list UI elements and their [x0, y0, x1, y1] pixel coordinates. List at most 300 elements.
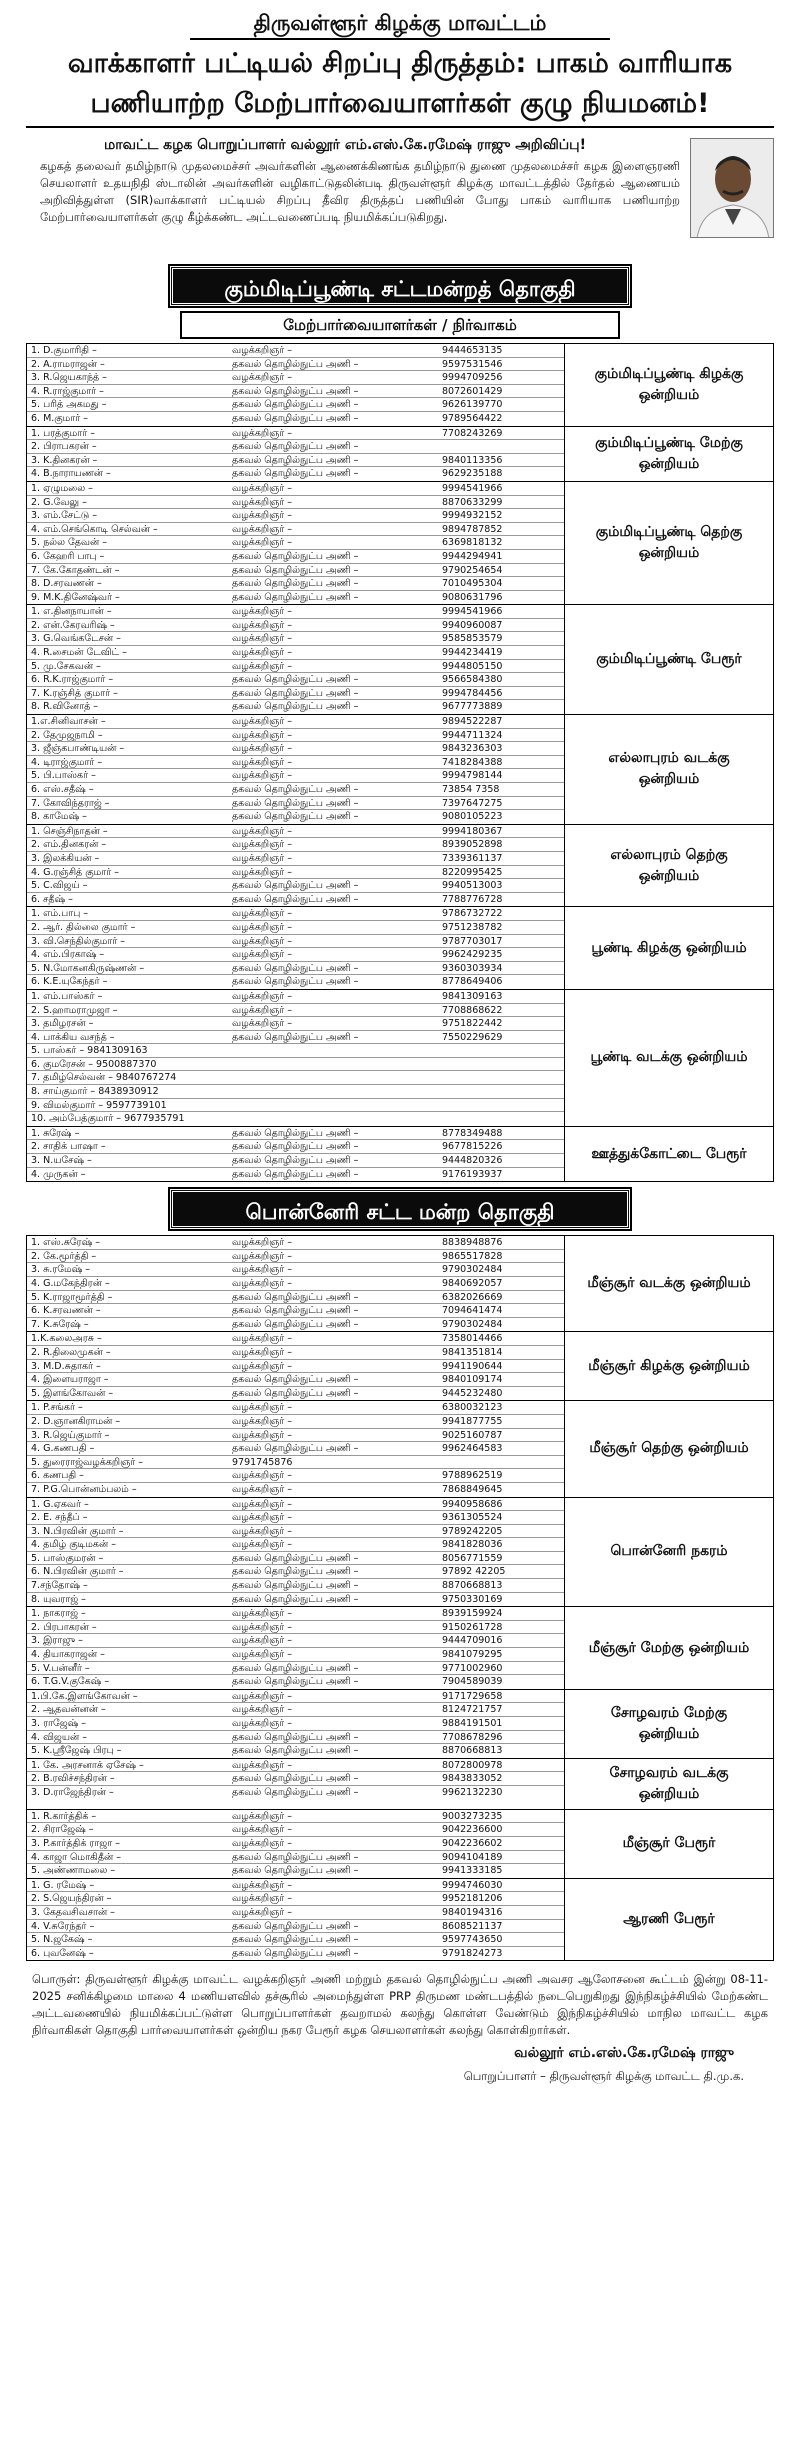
- member-row: [27, 810, 564, 824]
- member-phone: 97892 42205: [442, 1566, 506, 1578]
- member-phone: 8870633299: [442, 496, 503, 508]
- member-phone: 7418284388: [442, 756, 503, 768]
- member-role: வழக்கறிஞர் –: [232, 1635, 293, 1647]
- member-role: தகவல் தொழில்நுட்ப அணி –: [232, 358, 359, 370]
- member-list: [27, 1498, 565, 1607]
- member-row: [27, 1058, 564, 1072]
- member-phone: 9962132230: [442, 1786, 503, 1798]
- member-name: 2. E. சந்தீப் –: [31, 1512, 88, 1524]
- member-row: [27, 1346, 564, 1360]
- member-role: தகவல் தொழில்நுட்ப அணி –: [232, 399, 359, 411]
- member-name: 2. சிராஜேஷ் –: [31, 1824, 94, 1836]
- member-name: 2. கே.மூர்த்தி –: [31, 1250, 97, 1262]
- headline-rule: [26, 126, 774, 128]
- member-role: வழக்கறிஞர் –: [232, 1621, 293, 1633]
- area-group: [26, 1690, 774, 1759]
- member-name: 9. விமல்குமார் – 9597739101: [31, 1099, 167, 1111]
- member-name: 6. சதீஷ் –: [31, 893, 73, 905]
- member-phone: 9444820326: [442, 1155, 503, 1167]
- member-role: தகவல் தொழில்நுட்ப அணி –: [232, 1168, 359, 1180]
- member-name: 6. M.குமார் –: [31, 412, 89, 424]
- member-row: [27, 687, 564, 701]
- member-name: 2. தேமுஜநாமி –: [31, 729, 103, 741]
- member-name: 4. எம்.பிரகாஷ் –: [31, 949, 105, 961]
- member-phone: 8870668813: [442, 1580, 503, 1592]
- member-role: வழக்கறிஞர் –: [232, 633, 293, 645]
- member-role: [232, 1112, 442, 1126]
- member-phone: 9840113356: [442, 454, 503, 466]
- constituency-container: [26, 266, 774, 1961]
- member-row: [27, 700, 564, 714]
- member-role: வழக்கறிஞர் –: [232, 839, 293, 851]
- member-name: 4. B.நாராயணன் –: [31, 468, 111, 480]
- member-name: 8. யுவராஜ் –: [31, 1593, 86, 1605]
- member-row: [27, 1127, 564, 1141]
- member-name: 3. N.யசேஷ் –: [31, 1155, 92, 1167]
- member-phone: 9629235188: [442, 468, 503, 480]
- member-row: [27, 742, 564, 756]
- constituency-title: கும்மிடிப்பூண்டி சட்டமன்றத் தொகுதி: [170, 266, 630, 306]
- member-phone: 9787703017: [442, 935, 503, 947]
- member-name: 3. R.ஜெயகாந்த் –: [31, 372, 107, 384]
- member-phone: 9994798144: [442, 770, 503, 782]
- member-name: 2. D.ஞானகிராமன் –: [31, 1415, 121, 1427]
- member-row: [27, 1607, 564, 1621]
- member-row: [27, 1373, 564, 1387]
- member-name: 7. கே.கோதண்டன் –: [31, 564, 120, 576]
- member-role: வழக்கறிஞர் –: [232, 1649, 293, 1661]
- member-name: 3. G.வெங்கடேசன் –: [31, 633, 121, 645]
- member-role: வழக்கறிஞர் –: [232, 1512, 293, 1524]
- member-role: வழக்கறிஞர் –: [232, 1004, 293, 1016]
- member-role: தகவல் தொழில்நுட்ப அணி –: [232, 893, 359, 905]
- area-group: [26, 427, 774, 482]
- member-name: 4. தியாகராஜன் –: [31, 1649, 105, 1661]
- member-role: [232, 1099, 442, 1112]
- member-phone: 9789564422: [442, 412, 503, 424]
- member-phone: 9597531546: [442, 358, 503, 370]
- member-row: [27, 1071, 564, 1085]
- member-phone: 9585853579: [442, 633, 503, 645]
- member-name: 2. ஆதவன்னன் –: [31, 1704, 106, 1716]
- member-phone: 9884191501: [442, 1718, 503, 1729]
- member-role: வழக்கறிஞர் –: [232, 866, 293, 878]
- member-row: [27, 660, 564, 674]
- member-role: தகவல் தொழில்நுட்ப அணி –: [232, 1662, 359, 1674]
- member-role: வழக்கறிஞர் –: [232, 1429, 293, 1441]
- member-row: [27, 646, 564, 660]
- area-name: ஊத்துக்கோட்டை பேரூர்: [591, 1145, 747, 1162]
- member-phone: 9080105223: [442, 811, 503, 823]
- member-role: [232, 1058, 442, 1071]
- member-row: [27, 1837, 564, 1851]
- member-role: தகவல் தொழில்நுட்ப அணி –: [232, 1580, 359, 1592]
- member-name: 1. P.சங்கர் –: [31, 1402, 83, 1414]
- member-row: [27, 1469, 564, 1483]
- member-role: வழக்கறிஞர் –: [232, 1824, 293, 1836]
- member-row: [27, 729, 564, 743]
- member-phone: 9042236600: [442, 1824, 503, 1836]
- member-name: 7.சந்தோஷ் –: [31, 1580, 88, 1592]
- meeting-notice: பொருள்: திருவள்ளூர் கிழக்கு மாவட்ட வழக்கறிஞர் அணி மற்றும் தகவல் தொழில்நுட்ப அணி அவசர ஆலோசனை கூட்டம் இன்று 08-11-2025 சனிக்கிழமை மாலை 4 மணியளவில் தச்சூரில் அமைந்துள்ள PRP திருமண மண்டபத்தில் நடைபெறுகிறது இந்நிகழ்ச்சியில் மேற்கண்ட அட்டவணையில் நியமிக்கப்பட்டுள்ள பொறுப்பாளர்கள் தவறாமல் கலந்து கொள்ள வேண்டும் இந்நிகழ்ச்சியில் மாநில மாவட்ட கழக நிர்வாகிகள் தொகுதி பார்வையாளர்கள் ஒன்றிய நகர பேரூர் கழக செயலாளர்கள் கலந்து கொள்கிறார்கள்.: [32, 1972, 768, 2038]
- area-name: மீஞ்சூர் மேற்கு ஒன்றியம்: [588, 1639, 750, 1656]
- member-name: 5. பரித் அகமது –: [31, 399, 107, 411]
- member-row: [27, 1823, 564, 1837]
- member-role: தகவல் தொழில்நுட்ப அணி –: [232, 1031, 359, 1043]
- member-row: [27, 1634, 564, 1648]
- member-role: வழக்கறிஞர் –: [232, 1704, 293, 1716]
- member-phone: 8056771559: [442, 1552, 503, 1564]
- area-group: [26, 715, 774, 825]
- member-row: [27, 1772, 564, 1786]
- member-phone: 8838948876: [442, 1237, 503, 1249]
- member-role: வழக்கறிஞர் –: [232, 1333, 293, 1345]
- headline-line-2: பணியாற்ற மேற்பார்வையாளர்கள் குழு நியமனம்!: [90, 88, 710, 119]
- member-phone: 8939052898: [442, 839, 503, 851]
- member-row: [27, 1675, 564, 1689]
- member-name: 5. V.பன்னீர் –: [31, 1662, 90, 1674]
- member-name: 1. சுரேஷ் –: [31, 1127, 80, 1139]
- member-name: 5. N.ஜகேஷ் –: [31, 1934, 93, 1946]
- member-role: வழக்கறிஞர் –: [232, 729, 293, 741]
- member-phone: 9843236303: [442, 743, 503, 755]
- area-group: [26, 907, 774, 990]
- member-role: தகவல் தொழில்நுட்ப அணி –: [232, 1920, 359, 1932]
- member-phone: 9171729658: [442, 1690, 503, 1702]
- member-phone: 9042236602: [442, 1837, 503, 1849]
- member-role: வழக்கறிஞர் –: [232, 1498, 293, 1510]
- member-row: [27, 1017, 564, 1031]
- member-name: 4. தமிழ் குடிமகன் –: [31, 1539, 116, 1551]
- member-phone: 9080631796: [442, 591, 503, 603]
- member-row: [27, 1483, 564, 1497]
- member-row: [27, 1879, 564, 1893]
- member-role: வழக்கறிஞர் –: [232, 1810, 293, 1822]
- member-role: வழக்கறிஞர் –: [232, 743, 293, 755]
- member-role: வழக்கறிஞர் –: [232, 756, 293, 768]
- member-role: தகவல் தொழில்நுட்ப அணி –: [232, 1676, 359, 1688]
- member-list: [27, 1607, 565, 1689]
- member-role: வழக்கறிஞர் –: [232, 510, 293, 522]
- member-role: வழக்கறிஞர் –: [232, 1237, 293, 1249]
- member-row: [27, 482, 564, 496]
- member-name: 10. அம்பேத்குமார் – 9677935791: [31, 1113, 185, 1125]
- member-phone: 7358014466: [442, 1333, 503, 1345]
- member-list: [27, 605, 565, 714]
- member-phone: 9994541966: [442, 606, 503, 618]
- member-row: [27, 1168, 564, 1182]
- member-phone: 9994709256: [442, 372, 503, 384]
- member-role: தகவல் தொழில்நுட்ப அணி –: [232, 1552, 359, 1564]
- member-row: [27, 1332, 564, 1346]
- member-row: [27, 536, 564, 550]
- member-row: [27, 1525, 564, 1539]
- member-role: வழக்கறிஞர் –: [232, 1360, 293, 1372]
- member-row: [27, 1442, 564, 1456]
- member-name: 5. N.மோகனகிருஷ்ணன் –: [31, 962, 145, 974]
- member-row: [27, 1291, 564, 1305]
- member-name: 3. தமிழரசன் –: [31, 1018, 94, 1030]
- authority-line: மாவட்ட கழக பொறுப்பாளர் வல்லூர் எம்.எஸ்.கே.ரமேஷ் ராஜு அறிவிப்பு!: [104, 137, 586, 153]
- member-row: [27, 1236, 564, 1250]
- member-role: வழக்கறிஞர் –: [232, 1690, 293, 1702]
- member-name: 4. G.ரஞ்சித் குமார் –: [31, 866, 119, 878]
- member-row: [27, 564, 564, 578]
- member-name: 2. S.ஜெயந்திரன் –: [31, 1893, 112, 1905]
- area-name: பொன்னேரி நகரம்: [610, 1543, 728, 1560]
- member-phone: 9677815226: [442, 1141, 503, 1153]
- member-row: [27, 454, 564, 468]
- member-name: 2. சாதிக் பாஷா –: [31, 1141, 106, 1153]
- area-group: [26, 1759, 774, 1810]
- member-row: [27, 1140, 564, 1154]
- member-phone: 8072800978: [442, 1759, 503, 1771]
- member-name: 2. என்.கேரவரிஷ் –: [31, 619, 115, 631]
- member-row: [27, 1112, 564, 1126]
- member-role: வழக்கறிஞர் –: [232, 482, 293, 494]
- member-name: 1. G. ரமேஷ் –: [31, 1879, 95, 1891]
- member-phone: 8870668813: [442, 1745, 503, 1757]
- member-row: [27, 852, 564, 866]
- member-phone: 7708243269: [442, 427, 503, 439]
- member-role: தகவல் தொழில்நுட்ப அணி –: [232, 674, 359, 686]
- member-phone: 9994180367: [442, 825, 503, 837]
- member-phone: 9444653135: [442, 345, 503, 356]
- member-name: 3. ராஜேஷ் –: [31, 1718, 87, 1729]
- member-row: [27, 907, 564, 921]
- member-phone: 9994746030: [442, 1879, 503, 1891]
- member-name: 1. எ.தினநாயான் –: [31, 606, 112, 618]
- member-phone: 9944234419: [442, 647, 503, 659]
- member-name: 3. P.கார்த்திக் ராஜா –: [31, 1837, 120, 1849]
- member-name: 8. R.வினோத் –: [31, 701, 99, 713]
- member-row: [27, 1511, 564, 1525]
- member-name: 3. இலக்கியன் –: [31, 852, 100, 864]
- member-row: [27, 825, 564, 839]
- area-name: எல்லாபுரம் தெற்கு ஒன்றியம்: [610, 846, 728, 884]
- member-name: 3. வி.செந்தில்குமார் –: [31, 935, 126, 947]
- member-name: 5. இளங்கோவன் –: [31, 1387, 114, 1399]
- member-phone: 7708868622: [442, 1004, 503, 1016]
- member-row: [27, 1717, 564, 1731]
- member-name: 6. கேஹரி பாபு –: [31, 550, 105, 562]
- member-list: [27, 1810, 565, 1878]
- area-group: [26, 1401, 774, 1497]
- headline-line-1: வாக்காளர் பட்டியல் சிறப்பு திருத்தம்: பாகம் வாரியாக: [67, 48, 733, 79]
- member-name: 1. கே. அரசனாக் ஏசேஷ் –: [31, 1759, 144, 1771]
- member-name: 2. எம்.தினகரன் –: [31, 839, 107, 851]
- member-list: [27, 1127, 565, 1181]
- member-name: 1. எம்.பாபு –: [31, 908, 89, 920]
- member-phone: 9994932152: [442, 510, 503, 522]
- member-list: [27, 907, 565, 989]
- member-phone: 9786732722: [442, 908, 503, 920]
- constituency-section: [26, 266, 774, 1182]
- member-role: [232, 1044, 442, 1057]
- member-name: 2. ஆர். தில்லை குமார் –: [31, 921, 136, 933]
- member-role: 9791745876: [232, 1456, 293, 1468]
- member-phone: 8778649406: [442, 976, 503, 988]
- member-name: 2. B.ரவிச்சந்திரன் –: [31, 1773, 115, 1785]
- member-role: வழக்கறிஞர் –: [232, 1018, 293, 1030]
- member-name: 9. M.K.தினேஷ்வர் –: [31, 591, 120, 603]
- member-row: [27, 1360, 564, 1374]
- area-name: சோழவரம் மேற்கு ஒன்றியம்: [610, 1704, 728, 1742]
- member-name: 7. P.G.பொன்னம்பலம் –: [31, 1483, 137, 1495]
- member-row: [27, 1648, 564, 1662]
- member-phone: 9843833052: [442, 1773, 503, 1785]
- member-name: 3. R.ஜெய்குமார் –: [31, 1429, 110, 1441]
- member-row: [27, 1004, 564, 1018]
- member-row: [27, 412, 564, 426]
- member-phone: 9841351814: [442, 1346, 503, 1358]
- member-phone: 9940960087: [442, 619, 503, 631]
- member-row: [27, 509, 564, 523]
- member-phone: 9944805150: [442, 660, 503, 672]
- area-name: மீஞ்சூர் தெற்கு ஒன்றியம்: [589, 1440, 749, 1457]
- member-phone: 9788962519: [442, 1470, 503, 1482]
- table-subheading: மேற்பார்வையாளர்கள் / நிர்வாகம்: [180, 311, 620, 339]
- member-role: வழக்கறிஞர் –: [232, 619, 293, 631]
- member-row: [27, 769, 564, 783]
- member-role: வழக்கறிஞர் –: [232, 770, 293, 782]
- member-list: [27, 427, 565, 481]
- member-phone: 9962464583: [442, 1443, 503, 1455]
- member-role: தகவல் தொழில்நுட்ப அணி –: [232, 687, 359, 699]
- member-role: வழக்கறிஞர் –: [232, 921, 293, 933]
- member-list: [27, 715, 565, 824]
- member-role: வழக்கறிஞர் –: [232, 1759, 293, 1771]
- member-role: தகவல் தொழில்நுட்ப அணி –: [232, 1745, 359, 1757]
- member-phone: [442, 1456, 560, 1469]
- member-phone: 9940513003: [442, 880, 503, 892]
- member-phone: 9894787852: [442, 523, 503, 535]
- member-list: [27, 1690, 565, 1758]
- member-phone: 9941190644: [442, 1360, 503, 1372]
- member-phone: 9789242205: [442, 1525, 503, 1537]
- member-phone: 9751238782: [442, 921, 503, 933]
- member-role: தகவல் தொழில்நுட்ப அணி –: [232, 1934, 359, 1946]
- member-row: [27, 1565, 564, 1579]
- member-row: [27, 591, 564, 605]
- member-name: 4. G.கணபதி –: [31, 1443, 95, 1455]
- member-role: [232, 1085, 442, 1098]
- member-row: [27, 1154, 564, 1168]
- member-list: [27, 1879, 565, 1961]
- member-name: 4. G.மகேந்திரன் –: [31, 1278, 110, 1289]
- member-phone: [442, 1112, 560, 1126]
- member-role: தகவல் தொழில்நுட்ப அணி –: [232, 797, 359, 809]
- member-role: தகவல் தொழில்நுட்ப அணி –: [232, 962, 359, 974]
- member-role: வழக்கறிஞர் –: [232, 537, 293, 549]
- member-name: 3. எம்.சேட்டு –: [31, 510, 97, 522]
- member-row: [27, 1933, 564, 1947]
- member-row: [27, 1703, 564, 1717]
- member-name: 5. அண்ணாமலை –: [31, 1865, 116, 1877]
- member-phone: 9771002960: [442, 1662, 503, 1674]
- member-role: தகவல் தொழில்நுட்ப அணி –: [232, 412, 359, 424]
- member-list: [27, 1236, 565, 1331]
- member-phone: [442, 1071, 560, 1084]
- member-name: 4. V.சுரேந்தர் –: [31, 1920, 95, 1932]
- member-name: 7. K.சுரேஷ் –: [31, 1318, 89, 1330]
- member-phone: 8220995425: [442, 866, 503, 878]
- member-role: வழக்கறிஞர் –: [232, 1893, 293, 1905]
- member-row: [27, 1593, 564, 1607]
- member-row: [27, 935, 564, 949]
- member-row: [27, 893, 564, 907]
- member-role: வழக்கறிஞர் –: [232, 427, 293, 439]
- member-phone: 9790302484: [442, 1318, 503, 1330]
- member-role: தகவல் தொழில்நுட்ப அணி –: [232, 1127, 359, 1139]
- member-role: தகவல் தொழில்நுட்ப அணி –: [232, 1865, 359, 1877]
- area-group: [26, 1235, 774, 1332]
- area-group: [26, 343, 774, 427]
- member-name: 6. R.K.ராஜ்குமார் –: [31, 674, 114, 686]
- member-role: வழக்கறிஞர் –: [232, 1608, 293, 1620]
- member-role: தகவல் தொழில்நுட்ப அணி –: [232, 1443, 359, 1455]
- member-row: [27, 1744, 564, 1758]
- member-name: 1. எம்.பாஸ்கர் –: [31, 990, 103, 1002]
- member-phone: 9750330169: [442, 1593, 503, 1605]
- member-name: 2. S.ஹாமராமுஜா –: [31, 1004, 118, 1016]
- member-row: [27, 467, 564, 481]
- member-row: [27, 344, 564, 358]
- constituency-section: [26, 1189, 774, 1961]
- member-role: வழக்கறிஞர் –: [232, 990, 293, 1002]
- member-name: 2. G.வேலு –: [31, 496, 87, 508]
- member-role: வழக்கறிஞர் –: [232, 852, 293, 864]
- area-name: சோழவரம் வடக்கு ஒன்றியம்: [609, 1764, 729, 1802]
- area-group: [26, 482, 774, 605]
- area-group: [26, 1607, 774, 1690]
- member-role: வழக்கறிஞர் –: [232, 1264, 293, 1276]
- member-list: [27, 990, 565, 1126]
- area-name: கும்மிடிப்பூண்டி தெற்கு ஒன்றியம்: [595, 524, 743, 562]
- member-role: தகவல் தொழில்நுட்ப அணி –: [232, 441, 359, 453]
- area-name: ஆரணி பேரூர்: [623, 1911, 715, 1928]
- area-group: [26, 825, 774, 908]
- member-role: வழக்கறிஞர் –: [232, 1402, 293, 1414]
- member-row: [27, 1429, 564, 1443]
- member-role: தகவல் தொழில்நுட்ப அணி –: [232, 385, 359, 397]
- member-name: 7. தமிழ்செல்வன் – 9840767274: [31, 1072, 177, 1084]
- area-name: கும்மிடிப்பூண்டி கிழக்கு ஒன்றியம்: [594, 365, 744, 403]
- member-row: [27, 838, 564, 852]
- member-row: [27, 1277, 564, 1291]
- member-row: [27, 371, 564, 385]
- member-name: 5. நல்ல தேவன் –: [31, 537, 107, 549]
- member-role: தகவல் தொழில்நுட்ப அணி –: [232, 1593, 359, 1605]
- member-name: 1. நாகராஜ் –: [31, 1608, 86, 1620]
- member-phone: 9003273235: [442, 1810, 503, 1822]
- member-phone: 7094641474: [442, 1305, 503, 1317]
- member-name: 6. கணபதி –: [31, 1470, 84, 1482]
- area-group: [26, 1332, 774, 1401]
- member-phone: 9940958686: [442, 1498, 503, 1510]
- member-row: [27, 1085, 564, 1099]
- member-name: 1.K.கலைஅரசு –: [31, 1333, 102, 1345]
- member-list: [27, 1759, 565, 1809]
- member-phone: 9894522287: [442, 716, 503, 728]
- member-list: [27, 1401, 565, 1496]
- member-name: 6. K.சரவணன் –: [31, 1305, 101, 1317]
- member-row: [27, 577, 564, 591]
- member-name: 3. சு.ரமேஷ் –: [31, 1264, 90, 1276]
- member-name: 1. பரத்குமார் –: [31, 427, 95, 439]
- member-role: வழக்கறிஞர் –: [232, 372, 293, 384]
- member-row: [27, 975, 564, 989]
